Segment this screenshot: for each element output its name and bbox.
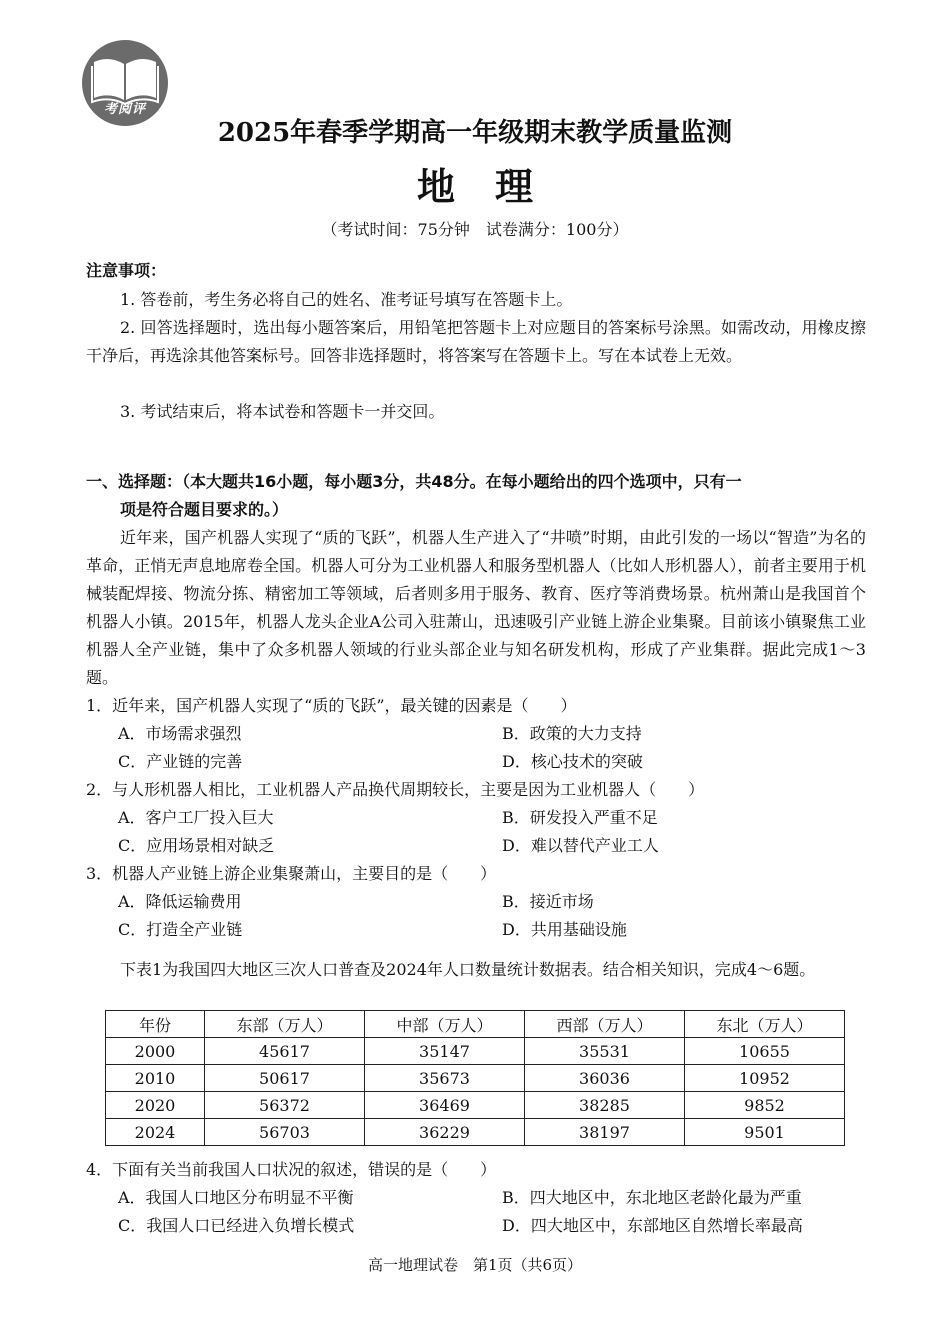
question-4-option-a: A．我国人口地区分布明显不平衡: [118, 1188, 354, 1207]
passage-1: 近年来，国产机器人实现了“质的飞跃”，机器人生产进入了“井喷”时期，由此引发的一场以“智造”为名的革命，正悄无声息地席卷全国。机器人可分为工业机器人和服务型机器人（比如人形机器人），前者主要用于机械装配焊接、物流分拣、精密加工等领域，后者则多用于服务、教育、医疗等消费场景。杭州萧山是我国首个机器人小镇。2015年，机器人龙头企业A公司入驻萧山，迅速吸引产业链上游企业集聚。目前该小镇聚焦工业机器人全产业链，集中了众多机器人领域的行业头部企业与知名研发机构，形成了产业集群。据此完成1～3题。: [86, 528, 866, 687]
question-3-option-b: B．接近市场: [502, 892, 594, 911]
question-2-option-a: A．客户工厂投入巨大: [118, 808, 274, 827]
exam-info: （考试时间：75分钟 试卷满分：100分）: [321, 220, 629, 239]
section-heading-line2: 项是符合题目要求的。）: [120, 500, 289, 519]
question-3-option-d: D．共用基础设施: [502, 920, 627, 939]
table-cell: 56372: [205, 1092, 365, 1119]
note-item: 3. 考试结束后，将本试卷和答题卡一并交回。: [120, 402, 445, 421]
table-cell: 10655: [685, 1038, 845, 1065]
subject-title: 地理: [416, 164, 573, 209]
table-row: [106, 1038, 845, 1065]
question-2-stem: 2．与人形机器人相比，工业机器人产品换代周期较长，主要是因为工业机器人（ ）: [86, 780, 705, 799]
population-table: [105, 1010, 845, 1146]
exam-title: 2025年春季学期高一年级期末教学质量监测: [217, 118, 733, 148]
table-cell: 9852: [685, 1092, 845, 1119]
table-header-cell: 东北（万人）: [685, 1011, 845, 1038]
table-cell: 56703: [205, 1119, 365, 1146]
table-cell: 36229: [365, 1119, 525, 1146]
table-cell: 9501: [685, 1119, 845, 1146]
section-heading-line1: 一、选择题：（本大题共16小题，每小题3分，共48分。在每小题给出的四个选项中，只有一: [86, 472, 742, 491]
question-1-stem: 1．近年来，国产机器人实现了“质的飞跃”，最关键的因素是（ ）: [86, 696, 577, 715]
table-cell: 36036: [525, 1065, 685, 1092]
question-4-stem: 4．下面有关当前我国人口状况的叙述，错误的是（ ）: [86, 1160, 497, 1179]
question-2-option-d: D．难以替代产业工人: [502, 836, 659, 855]
question-1-option-a: A．市场需求强烈: [118, 724, 242, 743]
table-cell: 10952: [685, 1065, 845, 1092]
note-item: 2. 回答选择题时，选出每小题答案后，用铅笔把答题卡上对应题目的答案标号涂黑。如需改动，用橡皮擦干净后，再选涂其他答案标号。回答非选择题时，将答案写在答题卡上。写在本试卷上无效。: [86, 318, 866, 365]
question-3-option-a: A．降低运输费用: [118, 892, 242, 911]
note-item: 1. 答卷前，考生务必将自己的姓名、准考证号填写在答题卡上。: [120, 290, 573, 309]
table-cell: 36469: [365, 1092, 525, 1119]
logo-text: 考阅评: [103, 102, 146, 117]
table-header-cell: 年份: [106, 1011, 205, 1038]
question-4-option-b: B．四大地区中，东北地区老龄化最为严重: [502, 1188, 802, 1207]
question-2-option-c: C．应用场景相对缺乏: [118, 836, 275, 855]
question-4-option-d: D．四大地区中，东部地区自然增长率最高: [502, 1216, 803, 1235]
table-header-cell: 东部（万人）: [205, 1011, 365, 1038]
question-3-option-c: C．打造全产业链: [118, 920, 243, 939]
table-header-cell: 西部（万人）: [525, 1011, 685, 1038]
table-cell: 2010: [106, 1065, 205, 1092]
page-footer: 高一地理试卷 第1页（共6页）: [367, 1256, 583, 1274]
question-1-option-c: C．产业链的完善: [118, 752, 243, 771]
table-row: [106, 1119, 845, 1146]
table-cell: 2020: [106, 1092, 205, 1119]
table-cell: 45617: [205, 1038, 365, 1065]
table-cell: 35673: [365, 1065, 525, 1092]
question-2-option-b: B．研发投入严重不足: [502, 808, 658, 827]
table-row: [106, 1092, 845, 1119]
table-cell: 35147: [365, 1038, 525, 1065]
table-cell: 50617: [205, 1065, 365, 1092]
table-cell: 35531: [525, 1038, 685, 1065]
table-row: [106, 1065, 845, 1092]
table-cell: 38285: [525, 1092, 685, 1119]
table-header-row: [106, 1011, 845, 1038]
section-heading: [86, 468, 866, 524]
question-1-option-b: B．政策的大力支持: [502, 724, 642, 743]
question-4-option-c: C．我国人口已经进入负增长模式: [118, 1216, 355, 1235]
question-1-option-d: D．核心技术的突破: [502, 752, 643, 771]
table-cell: 38197: [525, 1119, 685, 1146]
passage-2: 下表1为我国四大地区三次人口普查及2024年人口数量统计数据表。结合相关知识，完成4～6题。: [120, 960, 816, 979]
question-3-stem: 3．机器人产业链上游企业集聚萧山，主要目的是（ ）: [86, 864, 497, 883]
notes-heading: 注意事项：: [86, 261, 167, 280]
table-cell: 2000: [106, 1038, 205, 1065]
table-header-cell: 中部（万人）: [365, 1011, 525, 1038]
table-cell: 2024: [106, 1119, 205, 1146]
